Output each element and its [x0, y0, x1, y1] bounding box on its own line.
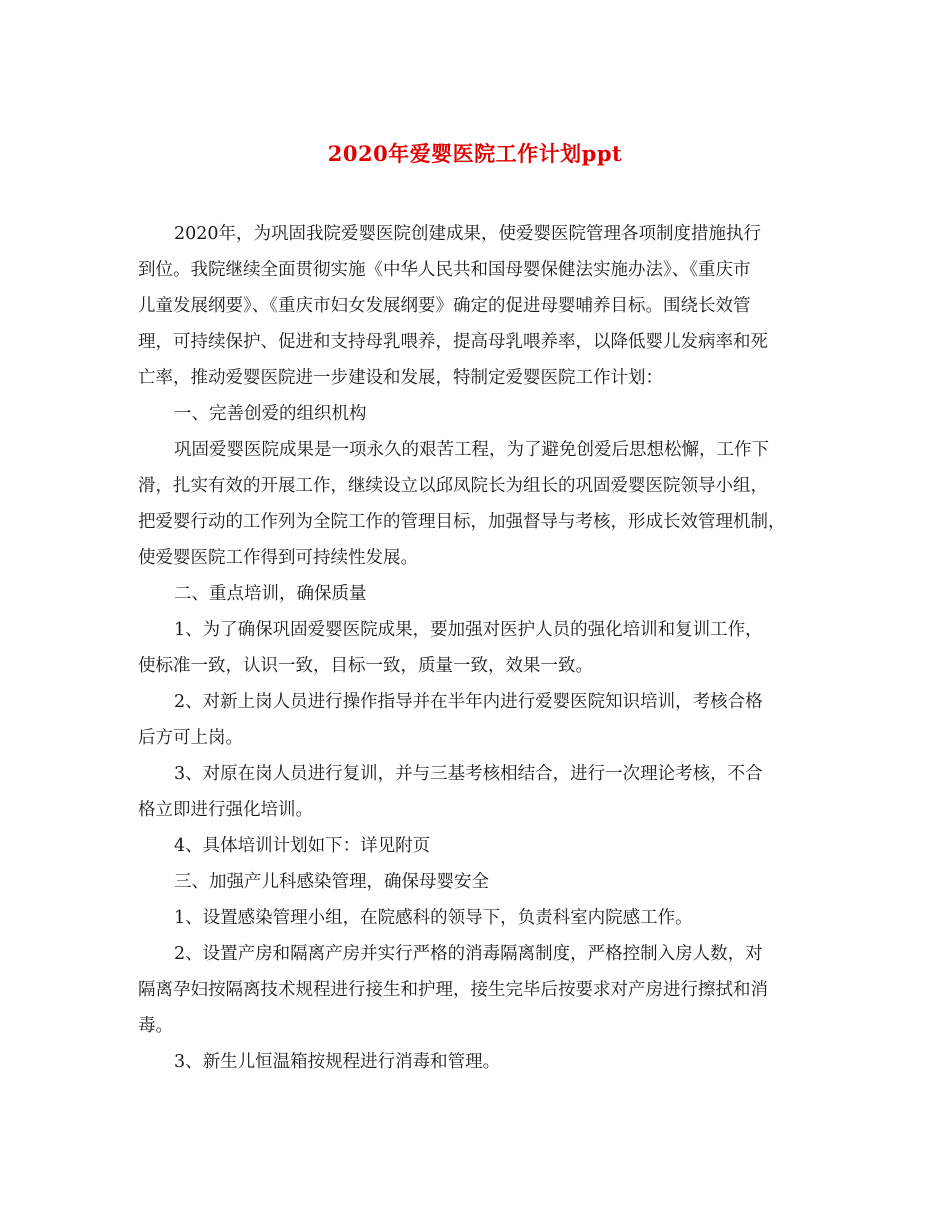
section-2-item-3 — [138, 756, 818, 828]
text-line: 3、对原在岗人员进行复训，并与三基考核相结合，进行一次理论考核，不合 — [174, 764, 763, 784]
heading-text: 一、完善创爱的组织机构 — [174, 404, 367, 424]
section-heading-2 — [138, 576, 818, 612]
text-line: 使标准一致，认识一致，目标一致，质量一致，效果一致。 — [138, 656, 593, 676]
text-line: 1、为了确保巩固爱婴医院成果，要加强对医护人员的强化培训和复训工作， — [174, 620, 763, 640]
text-line: 后方可上岗。 — [138, 728, 243, 748]
text-line: 滑，扎实有效的开展工作，继续设立以邱凤院长为组长的巩固爱婴医院领导小组， — [138, 476, 768, 496]
text-line: 到位。我院继续全面贯彻实施《中华人民共和国母婴保健法实施办法》、《重庆市 — [138, 260, 751, 280]
text-line: 使爱婴医院工作得到可持续性发展。 — [138, 548, 418, 568]
section-3-item-2 — [138, 936, 818, 1044]
intro-paragraph — [138, 216, 818, 396]
text-line: 3、新生儿恒温箱按规程进行消毒和管理。 — [174, 1052, 501, 1072]
text-line: 2、设置产房和隔离产房并实行严格的消毒隔离制度，严格控制入房人数，对 — [174, 944, 763, 964]
section-1-paragraph — [138, 432, 818, 576]
text-line: 亡率，推动爱婴医院进一步建设和发展，特制定爱婴医院工作计划： — [138, 368, 663, 388]
document-title: 2020年爱婴医院工作计划ppt — [327, 141, 623, 166]
text-line: 隔离孕妇按隔离技术规程进行接生和护理，接生完毕后按要求对产房进行擦拭和消 — [138, 980, 768, 1000]
text-line: 2020年，为巩固我院爱婴医院创建成果，使爱婴医院管理各项制度措施执行 — [174, 224, 762, 244]
section-3-item-3 — [138, 1044, 818, 1080]
text-line: 4、具体培训计划如下：详见附页 — [174, 836, 431, 856]
text-line: 儿童发展纲要》、《重庆市妇女发展纲要》确定的促进母婴哺养目标。围绕长效管 — [138, 296, 751, 316]
section-2-item-4 — [138, 828, 818, 864]
section-2-item-2 — [138, 684, 818, 756]
document-body — [138, 216, 818, 1080]
heading-text: 三、加强产儿科感染管理，确保母婴安全 — [174, 872, 489, 892]
text-line: 毒。 — [138, 1016, 173, 1036]
text-line: 2、对新上岗人员进行操作指导并在半年内进行爱婴医院知识培训，考核合格 — [174, 692, 763, 712]
heading-text: 二、重点培训，确保质量 — [174, 584, 367, 604]
section-heading-1 — [138, 396, 818, 432]
section-3-item-1 — [138, 900, 818, 936]
section-heading-3 — [138, 864, 818, 900]
text-line: 格立即进行强化培训。 — [138, 800, 313, 820]
text-line: 理，可持续保护、促进和支持母乳喂养，提高母乳喂养率，以降低婴儿发病率和死 — [138, 332, 768, 352]
text-line: 把爱婴行动的工作列为全院工作的管理目标，加强督导与考核，形成长效管理机制， — [138, 512, 786, 532]
text-line: 1、设置感染管理小组，在院感科的领导下，负责科室内院感工作。 — [174, 908, 693, 928]
text-line: 巩固爱婴医院成果是一项永久的艰苦工程，为了避免创爱后思想松懈，工作下 — [174, 440, 769, 460]
section-2-item-1 — [138, 612, 818, 684]
